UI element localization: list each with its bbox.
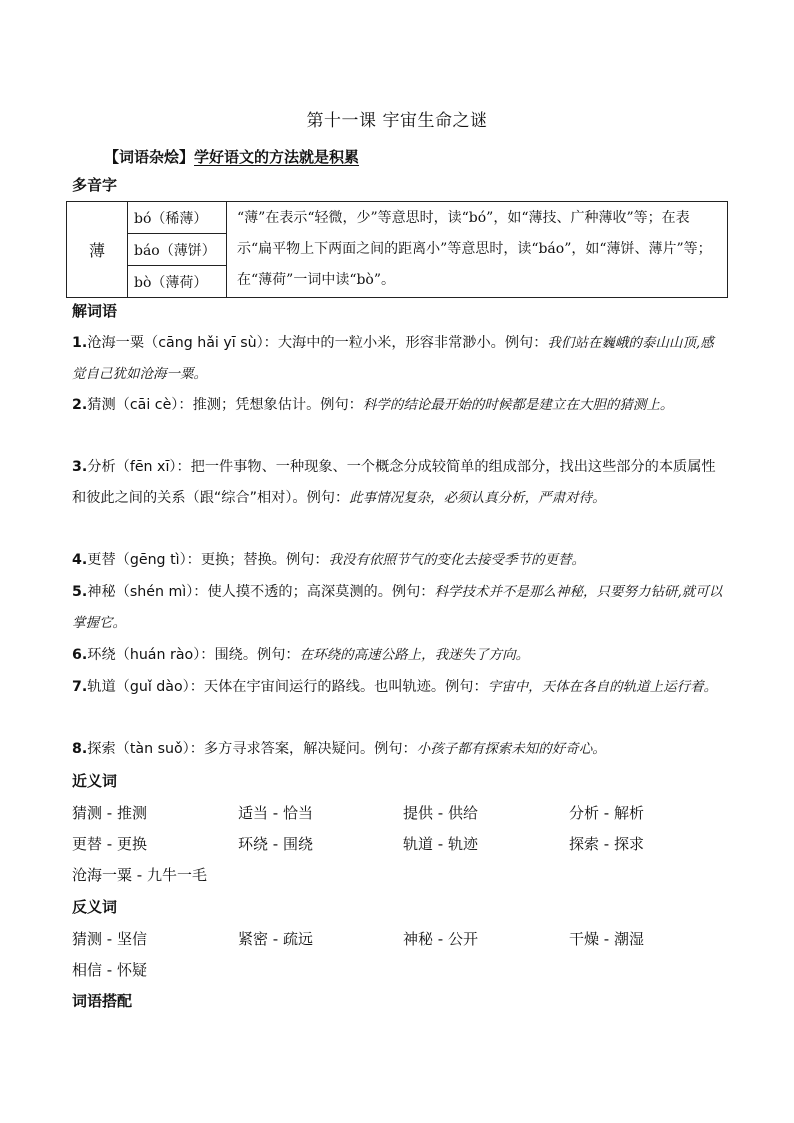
entry-number: 4.	[72, 552, 88, 568]
synonym-pair: 沧海一粟 - 九牛一毛	[72, 866, 207, 884]
entry-definition: 沧海一粟（cāng hǎi yī sù）：大海中的一粒小米，形容非常渺小。例句：	[87, 335, 548, 351]
synonym-pair: 分析 - 解析	[569, 804, 644, 822]
entry-definition: 轨道（guǐ dào）：天体在宇宙间运行的路线。也叫轨迹。例句：	[87, 679, 488, 695]
synonym-pair: 更替 - 更换	[72, 835, 147, 853]
vocab-entry	[72, 672, 726, 703]
polyphone-table	[66, 201, 728, 298]
synonym-pair: 环绕 - 围绕	[238, 835, 313, 853]
entry-example: 科学的结论最开始的时候都是建立在大胆的猜测上。	[362, 397, 674, 413]
entry-number: 1.	[72, 335, 88, 351]
entry-definition: 环绕（huán rào）：围绕。例句：	[87, 647, 300, 663]
vocab-entry	[72, 734, 726, 765]
vocab-entry	[72, 452, 726, 514]
entry-number: 7.	[72, 679, 88, 695]
vocab-entry	[72, 577, 726, 639]
polyphone-char: 薄	[67, 202, 128, 298]
antonyms-list	[72, 928, 732, 978]
entry-definition: 更替（gēng tì）：更换；替换。例句：	[87, 552, 329, 568]
antonym-pair: 相信 - 怀疑	[72, 961, 147, 979]
entry-number: 3.	[72, 459, 88, 475]
page-title: 第十一课 宇宙生命之谜	[306, 111, 488, 131]
entry-number: 2.	[72, 397, 88, 413]
vocab-entry	[72, 545, 726, 576]
entry-definition: 分析（fēn xī）：把一件事物、一种现象、一个概念分成较简单的组成部分，找出这些部分的本质属性和彼此之间的关系（跟“综合”相对）。例句：	[72, 459, 716, 506]
antonym-pair: 猜测 - 坚信	[72, 930, 147, 948]
antonyms-heading: 反义词	[72, 898, 118, 916]
polyphone-reading: bò（薄荷）	[128, 266, 227, 298]
entry-example: 我们站在巍峨的泰山山顶,感觉自己犹如沧海一粟。	[72, 335, 714, 382]
polyphone-heading: 多音字	[72, 176, 118, 194]
vocab-heading: 解词语	[72, 302, 118, 320]
synonym-pair: 适当 - 恰当	[238, 804, 313, 822]
entry-example: 宇宙中，天体在各自的轨道上运行着。	[487, 679, 718, 695]
entry-example: 科学技术并不是那么神秘，只要努力钻研,就可以掌握它。	[72, 584, 723, 631]
entry-definition: 探索（tàn suǒ）：多方寻求答案，解决疑问。例句：	[87, 741, 417, 757]
vocab-entry	[72, 390, 726, 421]
entry-example: 在环绕的高速公路上，我迷失了方向。	[299, 647, 530, 663]
entry-definition: 猜测（cāi cè）：推测；凭想象估计。例句：	[87, 397, 363, 413]
antonym-pair: 紧密 - 疏远	[238, 930, 313, 948]
synonyms-list	[72, 802, 732, 882]
entry-definition: 神秘（shén mì）：使人摸不透的；高深莫测的。例句：	[87, 584, 435, 600]
antonym-pair: 神秘 - 公开	[403, 930, 478, 948]
synonym-pair: 提供 - 供给	[403, 804, 478, 822]
entry-number: 6.	[72, 647, 88, 663]
polyphone-reading: báo（薄饼）	[128, 234, 227, 266]
synonyms-heading: 近义词	[72, 772, 118, 790]
polyphone-explanation: “薄”在表示“轻微，少”等意思时，读“bó”，如“薄技、广种薄收”等；在表示“扁平物上下两面之间的距离小”等意思时，读“báo”，如“薄饼、薄片”等；在“薄荷”一词中读“bò”。	[227, 202, 728, 298]
synonym-pair: 猜测 - 推测	[72, 804, 147, 822]
section-intro	[104, 146, 359, 167]
section-bracket: 【词语杂烩】	[104, 148, 195, 166]
entry-example: 我没有依照节气的变化去接受季节的更替。	[328, 552, 586, 568]
entry-number: 5.	[72, 584, 88, 600]
polyphone-reading: bó（稀薄）	[128, 202, 227, 234]
synonym-pair: 探索 - 探求	[569, 835, 644, 853]
entry-example: 小孩子都有探索未知的好奇心。	[416, 741, 606, 757]
section-motto: 学好语文的方法就是积累	[194, 148, 360, 166]
antonym-pair: 干燥 - 潮湿	[569, 930, 644, 948]
collocation-heading: 词语搭配	[72, 992, 133, 1010]
entry-example: 此事情况复杂，必须认真分析，严肃对待。	[349, 490, 606, 506]
synonym-pair: 轨道 - 轨迹	[403, 835, 478, 853]
vocab-entry	[72, 640, 726, 671]
entry-number: 8.	[72, 741, 88, 757]
vocab-entry	[72, 328, 726, 390]
